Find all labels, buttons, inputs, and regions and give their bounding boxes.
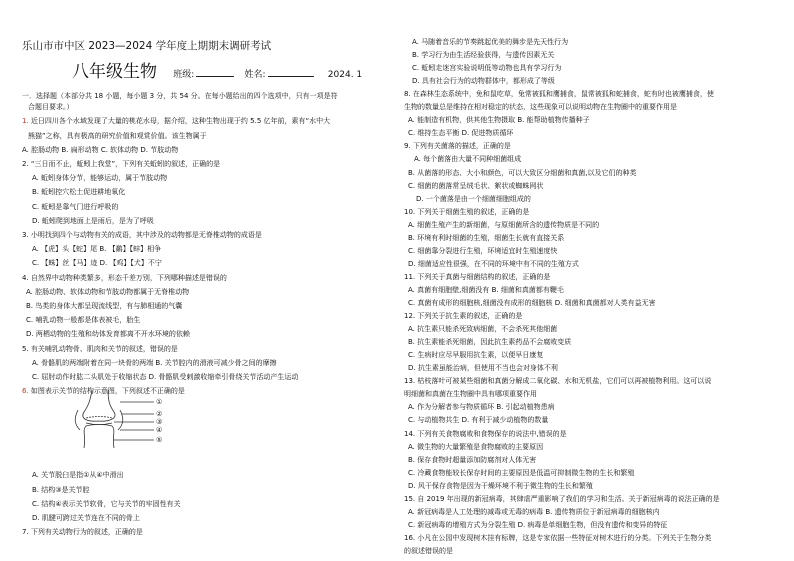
- right-text-line: 13. 枯枝落叶可被某些细菌和真菌分解成二氧化碳、水和无机盐，它们可以再被植物利用。这可以说: [404, 377, 712, 386]
- right-text-line: C. 真菌有成形的细胞核,细菌没有成形的细胞核 D. 细菌和真菌都对人类有益无害: [408, 299, 656, 307]
- right-text-line: C. 与动植物共生 D. 有利于减少动植物的数量: [408, 416, 549, 425]
- left-text-line: A. 关节脱臼是指①从④中滑出: [32, 471, 124, 480]
- left-text-line: 6. 如图表示关节的结构示意图，下列叙述不正确的是: [22, 387, 185, 396]
- left-text-line: A. 蚯蚓身体分节，能够运动，属于节肢动物: [32, 174, 168, 183]
- left-text-line: C. 屈肘动作时肱二头肌处于收缩状态 D. 骨骼肌受刺激收缩牵引骨绕关节活动产生运动: [32, 373, 299, 381]
- right-text-line: 明细菌和真菌在生物圈中具有哪项重要作用: [404, 390, 537, 399]
- left-text-line: B. 鸟类的身体大都呈现流线型，有与肺相通的气囊: [26, 302, 183, 310]
- left-text-line: A. 骨骼肌的两端附着在同一块骨的两端 B. 关节腔内的滑液可减少骨之间的摩擦: [32, 358, 277, 367]
- right-text-line: A. 细菌生殖产生的新细菌，与原细菌所含的遗传物质是不同的: [408, 220, 600, 229]
- figure-label-2: ②: [156, 410, 163, 418]
- figure-label-1: ①: [156, 398, 163, 406]
- right-text-line: A. 微生物的大量繁殖是食物腐败的主要原因: [408, 442, 544, 451]
- left-text-line: 熊猫”之称，具有极高的研究价值和观赏价值。该生物属于: [28, 131, 207, 140]
- left-text-line: 合题目要求。）: [28, 103, 74, 112]
- exam-date: 2024. 1: [327, 70, 363, 80]
- left-text-line: C. 蚯蚓是靠气门进行呼吸的: [32, 202, 119, 211]
- left-text-line: A. 腔肠动物 B. 扁形动物 C. 软体动物 D. 节肢动物: [22, 145, 179, 154]
- left-text-line: C. 【蛛】丝【马】迹 D. 【鸡】【犬】不宁: [32, 259, 162, 268]
- right-text-line: A. 马随着音乐的节奏跳起优美的舞步是先天性行为: [412, 38, 569, 46]
- left-text-line: B. 蚯蚓控穴松土促进耕地氧化: [32, 188, 126, 197]
- right-text-line: A. 能制造有机物，供其他生物摄取 B. 能帮助植物传播种子: [408, 116, 590, 125]
- exam-title: 乐山市市中区 2023—2024 学年度上期期末调研考试: [22, 40, 272, 52]
- figure-label-3: ③: [156, 418, 163, 426]
- right-text-line: 生物的数量总是维持在相对稳定的状态，这些现象可以说明动物在生物圈中的重要作用是: [404, 103, 677, 112]
- right-text-line: 10. 下列关于细菌生殖的叙述，正确的是: [404, 207, 530, 216]
- right-text-line: A. 新冠病毒是人工处理的减毒或无毒的病毒 B. 遗传物质位于新冠病毒的细胞核内: [408, 507, 660, 516]
- question-number: 6.: [22, 387, 29, 396]
- right-text-line: 12. 下列关于抗生素的叙述，正确的是: [404, 312, 523, 321]
- right-text-line: A. 每个菌落由大量不同种细菌组成: [414, 155, 522, 164]
- right-text-line: A. 真菌有细胞壁,细菌没有 B. 细菌和真菌都有鞭毛: [408, 285, 564, 294]
- right-text-line: D. 细菌适应性很强，在不同的环境中有不同的生殖方式: [408, 259, 579, 268]
- name-field[interactable]: [268, 68, 314, 77]
- figure-label-4: ④: [156, 426, 163, 434]
- right-text-line: B. 从菌落的形态、大小和颜色，可以大致区分细菌和真菌,以及它们的种类: [408, 168, 637, 177]
- right-text-line: B. 抗生素能杀死细菌，因此抗生素药品不会腐败变质: [408, 338, 572, 347]
- left-text-line: 3. 小明找到四个与动物有关的成语，其中涉及的动物都是无脊椎动物的成语是: [22, 231, 262, 239]
- right-text-line: B. 环境有利时细菌的生殖，细菌生长就有直接关系: [408, 233, 565, 242]
- left-text-line: 5. 有关哺乳动物骨、肌肉和关节的叙述，错误的是: [22, 344, 178, 353]
- right-text-line: 11. 下列关于真菌与细菌结构的叙述，正确的是: [404, 272, 551, 281]
- subject-title: 八年级生物: [72, 62, 157, 82]
- right-text-line: C. 细菌靠分裂进行生殖，环境适宜时生殖速度快: [408, 246, 558, 255]
- right-text-line: C. 细菌的菌落常呈绒毛状、絮状或蜘蛛网状: [408, 181, 544, 190]
- left-text-line: 2. “三日而不止，蚯蚓上我堂”，下列有关蚯蚓的叙述，正确的是: [22, 160, 221, 168]
- right-text-line: 14. 下列有关食物腐败和食物保存的说法中,错误的是: [404, 429, 567, 438]
- left-text-line: 7. 下列有关动物行为的叙述，正确的是: [22, 528, 143, 537]
- right-text-line: 的叙述错误的是: [404, 546, 453, 555]
- left-text-line: A. 腔肠动物、软体动物和节肢动物都属于无脊椎动物: [26, 287, 190, 296]
- right-text-line: 9. 下列有关菌落的描述，正确的是: [404, 142, 511, 151]
- subject-row: [72, 62, 362, 82]
- question-number: 1.: [22, 117, 29, 126]
- right-text-line: 8. 在森林生态系统中，免和鼠吃草，兔常被狐和鹰捕食，鼠常被狐和蛇捕食，蛇有时也被鹰捕食，使: [404, 90, 714, 99]
- right-text-line: D. 抗生素虽能治病，但使用不当也会对身体不利: [408, 364, 558, 373]
- right-text-line: D. 具有社会行为的动物群体中，都形成了等级: [412, 77, 555, 86]
- left-text-line: 一．选择题（本部分共 18 小题，每小题 3 分，共 54 分。在每小题给出的四个选项中，只有一项是符: [22, 92, 338, 100]
- left-text-line: D. 两栖动物的生殖和幼体发育都离不开水环境的依赖: [26, 330, 190, 339]
- right-text-line: B. 保存食物时超量添加防腐剂对人体无害: [408, 455, 537, 464]
- left-text-line: 4. 自然界中动物种类繁多，形态千差万别，下列哪种描述是错误的: [22, 273, 227, 282]
- right-text-line: C. 冷藏食物能较长保存时间的主要原因是低温可抑制微生物的生长和繁殖: [408, 468, 635, 477]
- class-label: 班级:: [173, 70, 195, 80]
- left-text-line: C. 结构④表示关节软骨，它与关节的牢固性有关: [32, 499, 181, 508]
- left-text-line: C. 哺乳动物一般都是体表被毛，胎生: [26, 316, 141, 325]
- right-text-line: C. 蚯蚓走迷宫实验说明低等动物也具有学习行为: [412, 64, 562, 73]
- right-text-line: D. 风干保存食物是因为干燥环境不利于微生物的生长和繁殖: [408, 481, 593, 490]
- right-text-line: 16. 小凡在公园中发现树木挂有标牌，这是专家依据一些特征对树木进行的分类。下列关于生物分类: [404, 533, 712, 542]
- left-text-line: 1. 近日四川各个水域发现了大量的桃花水母，据介绍，这种生物出现于约 5.5 亿年前，素有“水中大: [22, 117, 331, 126]
- name-label: 姓名:: [244, 70, 266, 80]
- figure-label-5: ⑤: [156, 436, 163, 444]
- class-field[interactable]: [196, 68, 234, 77]
- left-text-line: D. 肌腱可跨过关节连在不同的骨上: [32, 514, 140, 522]
- left-text-line: A. 【虎】头【蛇】尾 B. 【鹬】【蚌】相争: [32, 245, 162, 254]
- right-text-line: B. 学习行为由生活经验获得，与遗传因素无关: [412, 51, 555, 60]
- right-text-line: C. 生病时应尽早服用抗生素，以便早日康复: [408, 351, 544, 360]
- right-text-line: 15. 自 2019 年出现的新冠病毒，其肆虐严重影响了我们的学习和生活。关于新冠病毒的说法正确的是: [404, 494, 720, 503]
- joint-structure-figure: [64, 388, 214, 450]
- right-text-line: A. 作为分解者参与物质循环 B. 引起动植物患病: [408, 403, 555, 412]
- right-text-line: C. 维持生态平衡 D. 促进物质循环: [408, 129, 514, 138]
- right-text-line: D. 一个菌落是由一个细菌细胞组成的: [416, 194, 531, 203]
- left-text-line: D. 蚯蚓爬到地面上是雨后，是为了呼吸: [32, 216, 154, 225]
- right-text-line: A. 抗生素只能杀死致病细菌，不会杀死其他细菌: [408, 325, 558, 334]
- left-text-line: B. 结构③是关节腔: [32, 485, 90, 494]
- right-text-line: C. 新冠病毒的增殖方式为分裂生殖 D. 病毒是单细胞生物，但没有遗传和变异的特征: [408, 520, 668, 529]
